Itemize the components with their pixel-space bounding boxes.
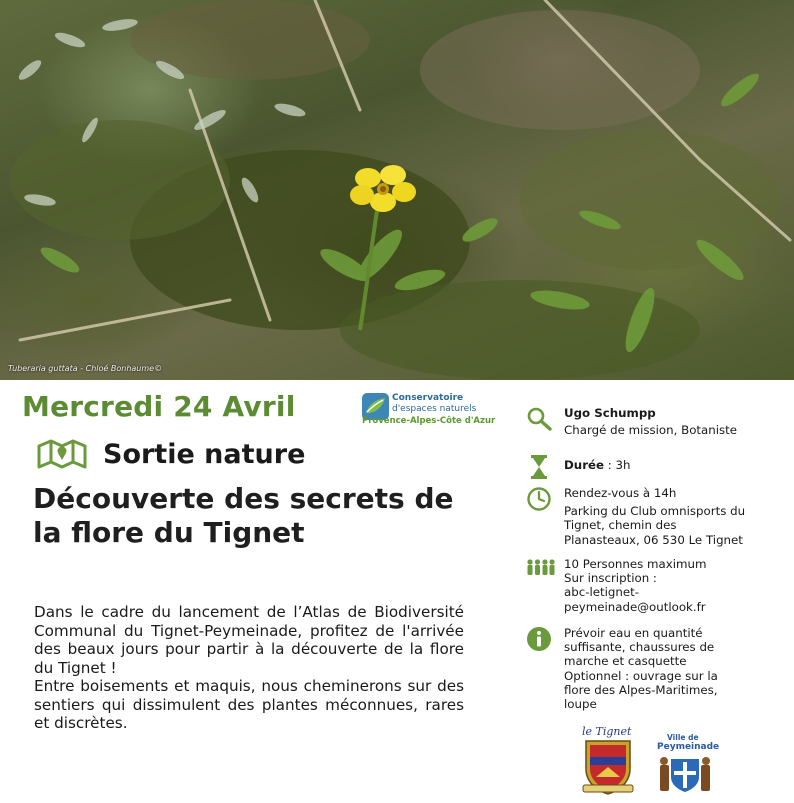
cen-paca-logo [362,391,522,429]
le-tignet-logo [574,725,642,795]
cen-logo-line1: Conservatoire [392,393,464,403]
event-type-label: Sortie nature [103,438,306,470]
meeting-place-line1: Parking du Club omnisports du [564,504,746,519]
event-title: Découverte des secrets de la flore du Tignet [33,482,454,549]
meeting-place-line3: Planasteaux, 06 530 Le Tignet [564,532,743,547]
meeting-time: Rendez-vous à 14h [564,486,677,500]
tignet-logo-name: le Tignet [582,725,632,738]
event-date: Mercredi 24 Avril [22,390,296,423]
hero-photo [0,0,794,380]
info-icon [526,626,552,652]
meeting-place-line2: Tignet, chemin des [564,518,677,533]
description-paragraph-1: Dans le cadre du lancement de l’Atlas de Biodiversité Communal du Tignet-Peymeinade, profitez de l'arrivée des beaux jours pour partir à la découverte de la flore du Tignet ! [34,603,464,677]
registration-email[interactable]: peymeinade@outlook.fr [564,599,706,614]
guide-name: Ugo Schumpp [564,406,656,420]
guide-role: Chargé de mission, Botaniste [564,423,738,438]
advice-line3: marche et casquette [564,654,687,669]
peymeinade-crest-icon [657,753,713,793]
peymeinade-logo [655,733,720,795]
registration-line1: Sur inscription : [564,571,657,586]
peymeinade-logo-line1: Ville de [667,733,699,742]
advice-line4: Optionnel : ouvrage sur la [564,668,718,683]
advice-line6: loupe [564,697,597,712]
description-paragraph-2: Entre boisements et maquis, nous cheminerons sur des sentiers qui dissimulent des plantes méconnues, rares et discrètes. [34,677,464,732]
participants-max: 10 Personnes maximum [564,557,707,571]
photo-credit: Tuberaria guttata - Chloé Bonhaume© [8,364,163,373]
peymeinade-logo-line2: Peymeinade [657,742,720,752]
cen-logo-line2: d'espaces naturels [392,404,477,414]
advice-line2: suffisante, chaussures de [564,640,715,655]
map-icon [36,438,88,470]
advice-line5: flore des Alpes-Maritimes, [564,682,718,697]
registration-line2: abc-letignet- [564,585,640,600]
cen-logo-line3: Provence-Alpes-Côte d'Azur [362,416,496,426]
duration-label: Durée [564,458,605,472]
people-icon [526,557,556,583]
flower-illustration [0,0,794,380]
event-description [34,603,464,733]
duration-value: : 3h [604,458,631,472]
magnifier-icon [526,406,552,432]
advice-line1: Prévoir eau en quantité [564,626,703,640]
clock-icon [526,486,552,512]
tignet-shield-icon [582,739,634,795]
event-type [36,436,305,472]
hourglass-icon [526,454,552,480]
